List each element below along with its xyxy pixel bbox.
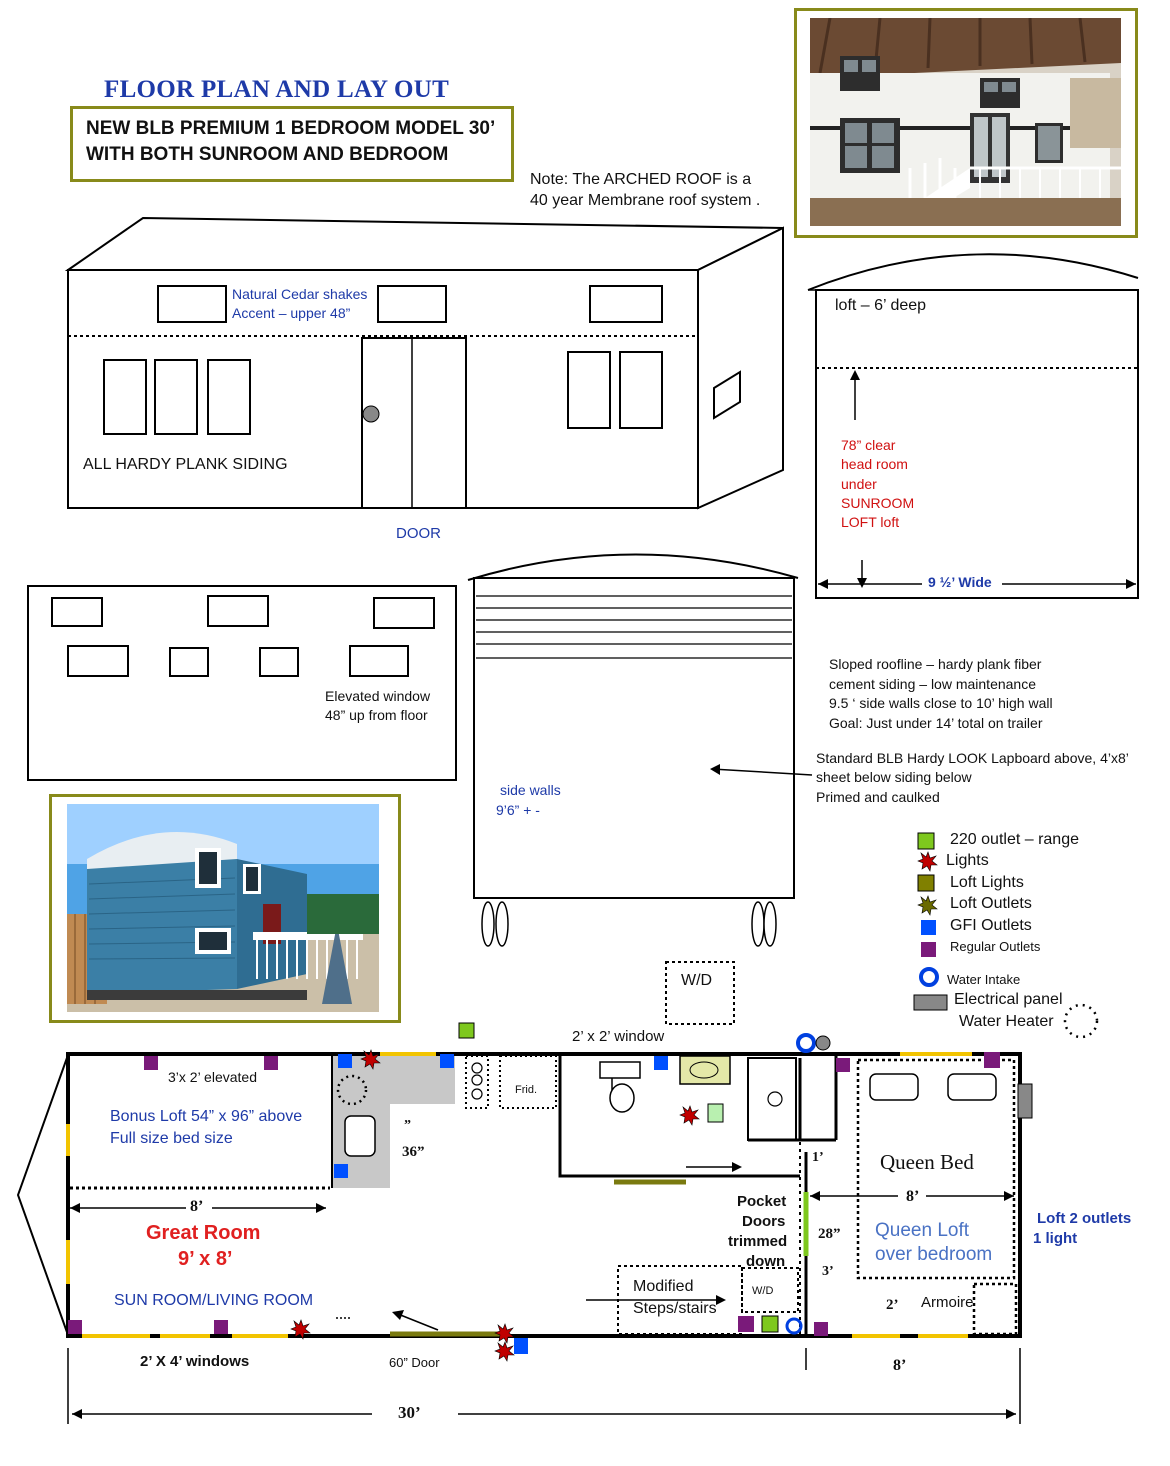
pocket-doors-label-2: Doors	[742, 1213, 786, 1230]
window-2x2-label: 2’ x 2’ window	[572, 1028, 665, 1045]
side-walls-label-2: 9’6” + -	[496, 802, 540, 818]
dim-8-bed: 8’	[906, 1188, 920, 1205]
headroom-label-2: head room	[841, 456, 908, 472]
dim-1-label: 1’	[812, 1150, 824, 1165]
legend-water-heater: Water Heater	[959, 1013, 1054, 1030]
dim-30-label: 30’	[398, 1403, 421, 1422]
quote-mark: ”	[404, 1118, 411, 1133]
door-label: DOOR	[396, 525, 441, 542]
spec-note-7: Primed and caulked	[816, 789, 940, 805]
windows-2x4-label: 2’ X 4’ windows	[140, 1353, 250, 1370]
spec-note-2: cement siding – low maintenance	[829, 676, 1037, 692]
headroom-label-4: SUNROOM	[841, 495, 915, 511]
queen-loft-label-1: Queen Loft	[875, 1220, 970, 1241]
modified-steps-label-1: Modified	[633, 1278, 694, 1295]
bonus-loft-label-2: Full size bed size	[110, 1130, 233, 1147]
siding-label: ALL HARDY PLANK SIDING	[83, 456, 288, 473]
spec-note-3: 9.5 ‘ side walls close to 10’ high wall	[829, 695, 1053, 711]
spec-note-1: Sloped roofline – hardy plank fiber	[829, 656, 1042, 672]
legend-water-intake: Water Intake	[947, 972, 1021, 987]
elevated-3x2-label: 3’x 2’ elevated	[168, 1069, 257, 1085]
legend-gfi-outlets: GFI Outlets	[950, 917, 1032, 934]
dim-8-bottom: 8’	[893, 1357, 907, 1374]
loft-depth-label: loft – 6’ deep	[835, 297, 927, 314]
dim-3-label: 3’	[822, 1264, 834, 1279]
spec-note-4: Goal: Just under 14’ total on trailer	[829, 715, 1043, 731]
sunroom-label: SUN ROOM/LIVING ROOM	[114, 1292, 314, 1309]
spec-note-6: sheet below siding below	[816, 769, 972, 785]
headroom-label-3: under	[841, 476, 877, 492]
width-label: 9 ½’ Wide	[928, 574, 992, 590]
side-walls-label-1: side walls	[500, 782, 561, 798]
roof-note-line-1: Note: The ARCHED ROOF is a	[530, 171, 752, 188]
pocket-doors-label-3: trimmed	[728, 1233, 788, 1250]
cedar-shakes-label-2: Accent – upper 48”	[232, 305, 351, 321]
legend-loft-outlets: Loft Outlets	[950, 895, 1032, 912]
legend-regular-outlets: Regular Outlets	[950, 939, 1041, 954]
headroom-label-5: LOFT loft	[841, 514, 900, 530]
fridge-label: Frid.	[515, 1084, 537, 1096]
loft-outlets-label: Loft 2 outlets	[1037, 1210, 1132, 1227]
modified-steps-label-2: Steps/stairs	[633, 1300, 717, 1317]
great-room-size: 9’ x 8’	[178, 1248, 233, 1270]
spec-note-5: Standard BLB Hardy LOOK Lapboard above, 4’x8’	[816, 750, 1129, 766]
elevated-window-label-1: Elevated window	[325, 688, 431, 704]
roof-note-line-2: 40 year Membrane roof system .	[530, 192, 761, 209]
model-title-line-2: WITH BOTH SUNROOM AND BEDROOM	[86, 144, 449, 165]
cedar-shakes-label-1: Natural Cedar shakes	[232, 286, 368, 302]
great-room-label: Great Room	[146, 1222, 261, 1244]
wd-small-label: W/D	[752, 1285, 774, 1297]
page-title: FLOOR PLAN AND LAY OUT	[104, 76, 450, 103]
dim-2-label: 2’	[886, 1297, 899, 1313]
elevated-window-label-2: 48” up from floor	[325, 707, 428, 723]
door-60-label: 60” Door	[389, 1355, 440, 1370]
legend-loft-lights: Loft Lights	[950, 874, 1024, 891]
dim-8-left: 8’	[190, 1198, 204, 1215]
pocket-doors-label-1: Pocket	[737, 1193, 787, 1210]
queen-loft-label-2: over bedroom	[875, 1244, 993, 1265]
bonus-loft-label-1: Bonus Loft 54” x 96” above	[110, 1108, 303, 1125]
pocket-doors-label-4: down	[746, 1253, 786, 1270]
legend-lights: Lights	[946, 852, 989, 869]
dim-28-label: 28”	[818, 1226, 841, 1242]
queen-bed-label: Queen Bed	[880, 1150, 974, 1174]
model-title-line-1: NEW BLB PREMIUM 1 BEDROOM MODEL 30’	[86, 118, 496, 139]
legend-220-outlet: 220 outlet – range	[950, 831, 1079, 848]
wd-top-label: W/D	[681, 972, 713, 989]
armoire-label: Armoire	[921, 1294, 974, 1311]
legend-electrical-panel: Electrical panel	[954, 991, 1063, 1008]
counter-36-label: 36”	[402, 1144, 425, 1160]
loft-light-label: 1 light	[1033, 1230, 1078, 1247]
headroom-label-1: 78” clear	[841, 437, 896, 453]
